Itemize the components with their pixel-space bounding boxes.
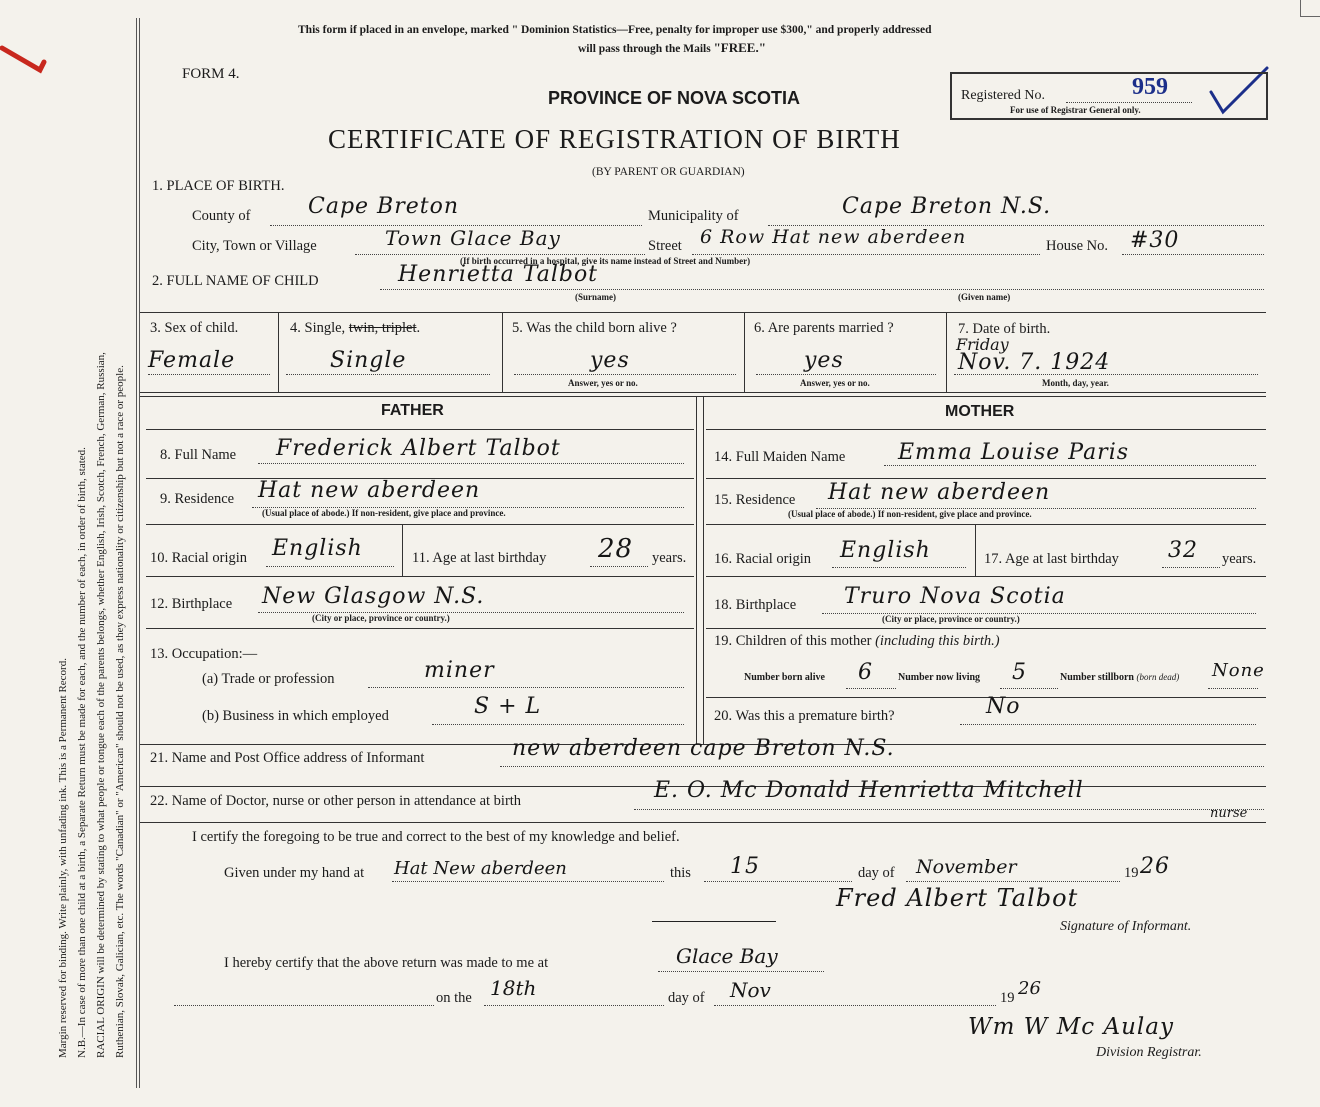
given-place-value: Hat New aberdeen xyxy=(394,858,567,879)
municipality-label: Municipality of xyxy=(648,208,739,224)
certify-statement: I certify the foregoing to be true and correct to the best of my knowledge and belief. xyxy=(192,829,680,845)
father-residence-note: (Usual place of abode.) If non-resident, give place and province. xyxy=(262,508,506,518)
margin-note-4: Ruthenian, Slovak, Galician, etc. The words "Canadian" or "American" should not be used, as they express nationality or citizenship but not a race or people. xyxy=(114,365,126,1058)
on-day-value: 18th xyxy=(490,976,537,1000)
stillborn-note: (born dead) xyxy=(1136,672,1180,682)
registered-note: For use of Registrar General only. xyxy=(1010,105,1141,115)
page-title: CERTIFICATE OF REGISTRATION OF BIRTH xyxy=(328,124,901,154)
margin-note-2: N.B.—In case of more than one child at a birth, a Separate Return must be made for each, and the number of each, in order of birth, stated. xyxy=(76,447,88,1058)
alive-label: 5. Was the child born alive ? xyxy=(512,320,677,336)
single-label xyxy=(290,320,420,337)
city-value: Town Glace Bay xyxy=(385,226,561,250)
doctor-value: E. O. Mc Donald Henrietta Mitchell xyxy=(654,778,1084,803)
born-alive-value: 6 xyxy=(858,660,873,685)
now-living-value: 5 xyxy=(1012,660,1027,685)
mother-age-label: 17. Age at last birthday xyxy=(984,551,1119,567)
margin-rule xyxy=(136,18,137,1088)
stillborn-label-text: Number stillborn xyxy=(1060,672,1134,683)
children-label xyxy=(714,633,1000,650)
mother-birthplace-note: (City or place, province or country.) xyxy=(882,614,1020,624)
now-living-label: Number now living xyxy=(898,672,981,683)
father-birthplace-value: New Glasgow N.S. xyxy=(262,584,485,609)
stillborn-label xyxy=(1060,672,1179,683)
father-name-label: 8. Full Name xyxy=(160,447,237,463)
registrar-signature: Wm W Mc Aulay xyxy=(968,1014,1174,1040)
red-check-mark xyxy=(0,40,50,80)
province-title: PROVINCE OF NOVA SCOTIA xyxy=(548,88,801,108)
house-label: House No. xyxy=(1046,238,1109,254)
father-race-label: 10. Racial origin xyxy=(150,550,248,566)
registrar-caption: Division Registrar. xyxy=(1096,1045,1202,1060)
single-label-suffix: . xyxy=(416,320,421,336)
registered-number: 959 xyxy=(1132,74,1168,100)
father-age-label: 11. Age at last birthday xyxy=(412,550,547,566)
mother-race-label: 16. Racial origin xyxy=(714,551,812,567)
father-race-value: English xyxy=(272,536,363,561)
father-name-value: Frederick Albert Talbot xyxy=(276,436,561,461)
born-alive-label: Number born alive xyxy=(744,672,825,683)
father-residence-label: 9. Residence xyxy=(160,491,235,507)
alive-value: yes xyxy=(590,348,630,373)
father-residence-value: Hat new aberdeen xyxy=(258,478,481,503)
children-label-italic: (including this birth.) xyxy=(875,633,1000,649)
month-value: November xyxy=(916,856,1017,878)
father-heading: FATHER xyxy=(381,402,444,419)
on-month-value: Nov xyxy=(730,978,771,1002)
stillborn-value: None xyxy=(1212,660,1265,681)
mother-name-value: Emma Louise Paris xyxy=(898,440,1130,465)
dob-value: Nov. 7. 1924 xyxy=(958,350,1111,375)
surname-note: (Surname) xyxy=(575,292,616,302)
premature-value: No xyxy=(986,694,1021,719)
mother-birthplace-value: Truro Nova Scotia xyxy=(844,584,1066,609)
return-label: I hereby certify that the above return was made to me at xyxy=(224,955,549,971)
mail-notice-2 xyxy=(578,40,766,56)
children-label-text: 19. Children of this mother xyxy=(714,633,872,649)
dob-note: Month, day, year. xyxy=(1042,378,1109,388)
premature-label: 20. Was this a premature birth? xyxy=(714,708,895,724)
street-note: (If birth occurred in a hospital, give its name instead of Street and Number) xyxy=(460,256,751,266)
return-place-value: Glace Bay xyxy=(676,944,778,968)
county-value: Cape Breton xyxy=(308,194,460,219)
municipality-value: Cape Breton N.S. xyxy=(842,194,1052,219)
informant-label: 21. Name and Post Office address of Informant xyxy=(150,750,425,766)
day-of-label: day of xyxy=(858,865,895,881)
day-of-label-2: day of xyxy=(668,990,705,1006)
street-value: 6 Row Hat new aberdeen xyxy=(700,226,967,248)
given-label: Given under my hand at xyxy=(224,865,365,881)
mother-age-value: 32 xyxy=(1168,538,1198,563)
mother-birthplace-label: 18. Birthplace xyxy=(714,597,797,613)
doctor-label: 22. Name of Doctor, nurse or other person in attendance at birth xyxy=(150,793,522,809)
dob-label: 7. Date of birth. xyxy=(958,321,1051,337)
informant-value: new aberdeen cape Breton N.S. xyxy=(512,736,895,761)
mother-race-value: English xyxy=(840,538,931,563)
on-the-label: on the xyxy=(436,990,472,1006)
business-label: (b) Business in which employed xyxy=(202,708,389,724)
place-heading: 1. PLACE OF BIRTH. xyxy=(152,178,285,194)
page-subtitle: (BY PARENT OR GUARDIAN) xyxy=(592,166,745,178)
trade-value: miner xyxy=(424,658,495,683)
occupation-label: 13. Occupation:— xyxy=(150,646,258,662)
day-value: 15 xyxy=(730,854,760,879)
single-label-struck: twin, triplet xyxy=(348,320,417,336)
child-name-label: 2. FULL NAME OF CHILD xyxy=(152,273,319,289)
mail-notice: This form if placed in an envelope, marked " Dominion Statistics—Free, penalty for improper use $300," and properly addressed xyxy=(298,24,932,36)
mother-name-label: 14. Full Maiden Name xyxy=(714,449,846,465)
city-label: City, Town or Village xyxy=(192,238,317,254)
margin-note-3: RACIAL ORIGIN will be determined by stating to what people or tongue each of the parents belongs, whether English, Irish, Scotch, French, German, Russian, xyxy=(95,352,107,1058)
margin-note-1: Margin reserved for binding. Write plainly, with unfading ink. This is a Permanent Record. xyxy=(57,658,69,1058)
sex-label: 3. Sex of child. xyxy=(150,320,239,336)
sex-value: Female xyxy=(148,348,236,373)
given-name-note: (Given name) xyxy=(958,292,1011,302)
alive-note: Answer, yes or no. xyxy=(568,378,638,388)
signature-caption: Signature of Informant. xyxy=(1060,919,1192,934)
father-birthplace-label: 12. Birthplace xyxy=(150,596,233,612)
dob-day: Friday xyxy=(956,335,1009,354)
year2-value: 26 xyxy=(1018,978,1041,999)
trade-label: (a) Trade or profession xyxy=(202,671,335,687)
year-prefix: 19 xyxy=(1124,865,1139,881)
form-number: FORM 4. xyxy=(182,66,240,82)
year-value: 26 xyxy=(1140,854,1170,879)
single-label-prefix: 4. Single, xyxy=(290,320,349,336)
married-label: 6. Are parents married ? xyxy=(754,320,894,336)
single-value: Single xyxy=(330,348,407,373)
house-value: #30 xyxy=(1130,228,1180,253)
father-age-unit: years. xyxy=(652,550,687,566)
year2-prefix: 19 xyxy=(1000,990,1015,1006)
father-birthplace-note: (City or place, province or country.) xyxy=(312,613,450,623)
father-age-value: 28 xyxy=(598,534,634,564)
registered-label: Registered No. xyxy=(961,88,1045,103)
mother-residence-label: 15. Residence xyxy=(714,492,796,508)
mother-heading: MOTHER xyxy=(945,403,1015,420)
child-name-value: Henrietta Talbot xyxy=(398,262,599,287)
mother-residence-value: Hat new aberdeen xyxy=(828,480,1051,505)
margin-rule-2 xyxy=(139,18,140,1088)
doctor-value-nurse: nurse xyxy=(1210,806,1248,821)
married-note: Answer, yes or no. xyxy=(800,378,870,388)
street-label: Street xyxy=(648,238,682,254)
married-value: yes xyxy=(804,348,844,373)
corner-mark xyxy=(1300,0,1320,17)
mail-notice-free: "FREE." xyxy=(713,40,766,55)
mother-age-unit: years. xyxy=(1222,551,1257,567)
mother-residence-note: (Usual place of abode.) If non-resident, give place and province. xyxy=(788,509,1032,519)
business-value: S + L xyxy=(474,694,542,719)
county-label: County of xyxy=(192,208,251,224)
this-label: this xyxy=(670,865,691,881)
informant-signature: Fred Albert Talbot xyxy=(836,884,1079,912)
mail-notice-text: will pass through the Mails xyxy=(578,43,711,55)
